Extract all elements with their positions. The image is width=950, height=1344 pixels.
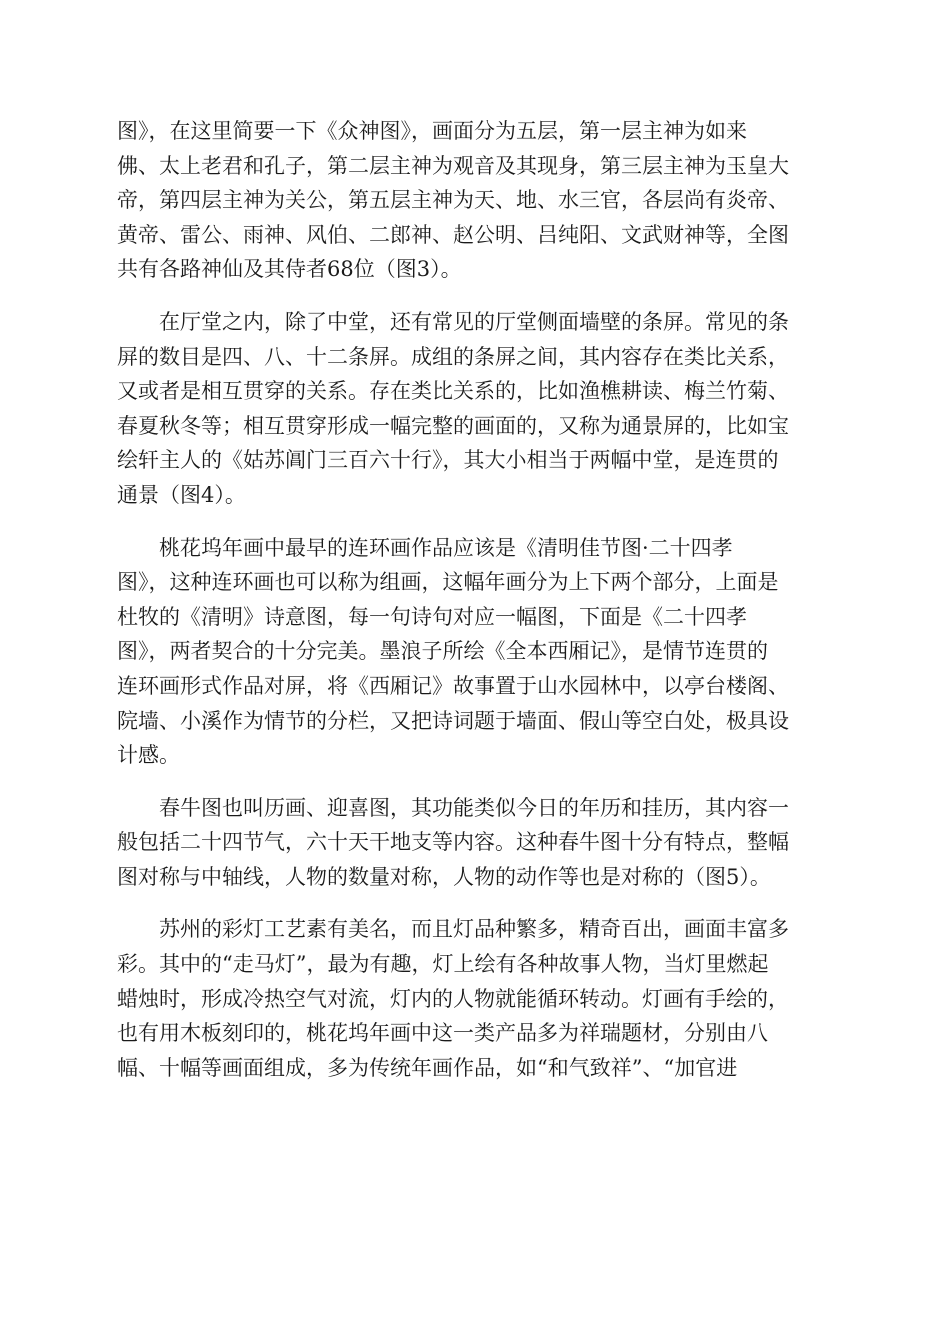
text-line: 杜牧的《清明》诗意图，每一句诗句对应一幅图，下面是《二十四孝 bbox=[117, 604, 747, 629]
paragraph-1 bbox=[117, 114, 833, 287]
text-line: 幅、十幅等画面组成，多为传统年画作品，如“和气致祥”、“加官进 bbox=[117, 1055, 738, 1080]
paragraph-5 bbox=[117, 912, 833, 1085]
text-line: 图》，在这里简要一下《众神图》，画面分为五层，第一层主神为如来 bbox=[117, 119, 747, 143]
text-line: 帝，第四层主神为关公，第五层主神为天、地、水三官，各层尚有炎帝、 bbox=[117, 188, 789, 213]
text-line: 般包括二十四节气，六十天干地支等内容。这种春牛图十分有特点，整幅 bbox=[117, 830, 789, 855]
text-line: 图》，两者契合的十分完美。墨浪子所绘《全本西厢记》，是情节连贯的 bbox=[117, 639, 768, 664]
paragraph-3 bbox=[117, 531, 833, 773]
text-line: 屏的数目是四、八、十二条屏。成组的条屏之间，其内容存在类比关系， bbox=[117, 344, 789, 369]
text-line: 佛、太上老君和孔子，第二层主神为观音及其现身，第三层主神为玉皇大 bbox=[117, 153, 789, 178]
text-line: 桃花坞年画中最早的连环画作品应该是《清明佳节图·二十四孝 bbox=[159, 535, 733, 560]
text-line: 蜡烛时，形成冷热空气对流，灯内的人物就能循环转动。灯画有手绘的， bbox=[117, 986, 789, 1011]
paragraph-2 bbox=[117, 305, 833, 513]
text-line: 连环画形式作品对屏，将《西厢记》故事置于山水园林中，以亭台楼阁、 bbox=[117, 673, 789, 698]
body-text bbox=[117, 114, 833, 1103]
text-line: 彩。其中的“走马灯”，最为有趣，灯上绘有各种故事人物，当灯里燃起 bbox=[117, 952, 769, 977]
text-line: 计感。 bbox=[117, 743, 180, 768]
text-line: 共有各路神仙及其侍者68位（图3）。 bbox=[117, 257, 462, 282]
text-line: 图》，这种连环画也可以称为组画，这幅年画分为上下两个部分，上面是 bbox=[117, 570, 779, 595]
text-line: 春牛图也叫历画、迎喜图，其功能类似今日的年历和挂历，其内容一 bbox=[159, 795, 789, 820]
text-line: 院墙、小溪作为情节的分栏，又把诗词题于墙面、假山等空白处，极具设 bbox=[117, 708, 789, 733]
text-line: 黄帝、雷公、雨神、风伯、二郎神、赵公明、吕纯阳、文武财神等，全图 bbox=[117, 222, 789, 247]
text-line: 也有用木板刻印的，桃花坞年画中这一类产品多为祥瑞题材，分别由八 bbox=[117, 1021, 768, 1046]
text-line: 苏州的彩灯工艺素有美名，而且灯品种繁多，精奇百出，画面丰富多 bbox=[159, 917, 789, 942]
text-line: 通景（图4）。 bbox=[117, 482, 246, 507]
text-line: 又或者是相互贯穿的关系。存在类比关系的，比如渔樵耕读、梅兰竹菊、 bbox=[117, 379, 789, 404]
paragraph-4 bbox=[117, 791, 833, 895]
text-line: 在厅堂之内，除了中堂，还有常见的厅堂侧面墙壁的条屏。常见的条 bbox=[159, 309, 789, 334]
text-line: 春夏秋冬等；相互贯穿形成一幅完整的画面的，又称为通景屏的，比如宝 bbox=[117, 413, 789, 438]
text-line: 绘轩主人的《姑苏阊门三百六十行》，其大小相当于两幅中堂，是连贯的 bbox=[117, 448, 779, 473]
text-line: 图对称与中轴线，人物的数量对称，人物的动作等也是对称的（图5）。 bbox=[117, 864, 771, 889]
